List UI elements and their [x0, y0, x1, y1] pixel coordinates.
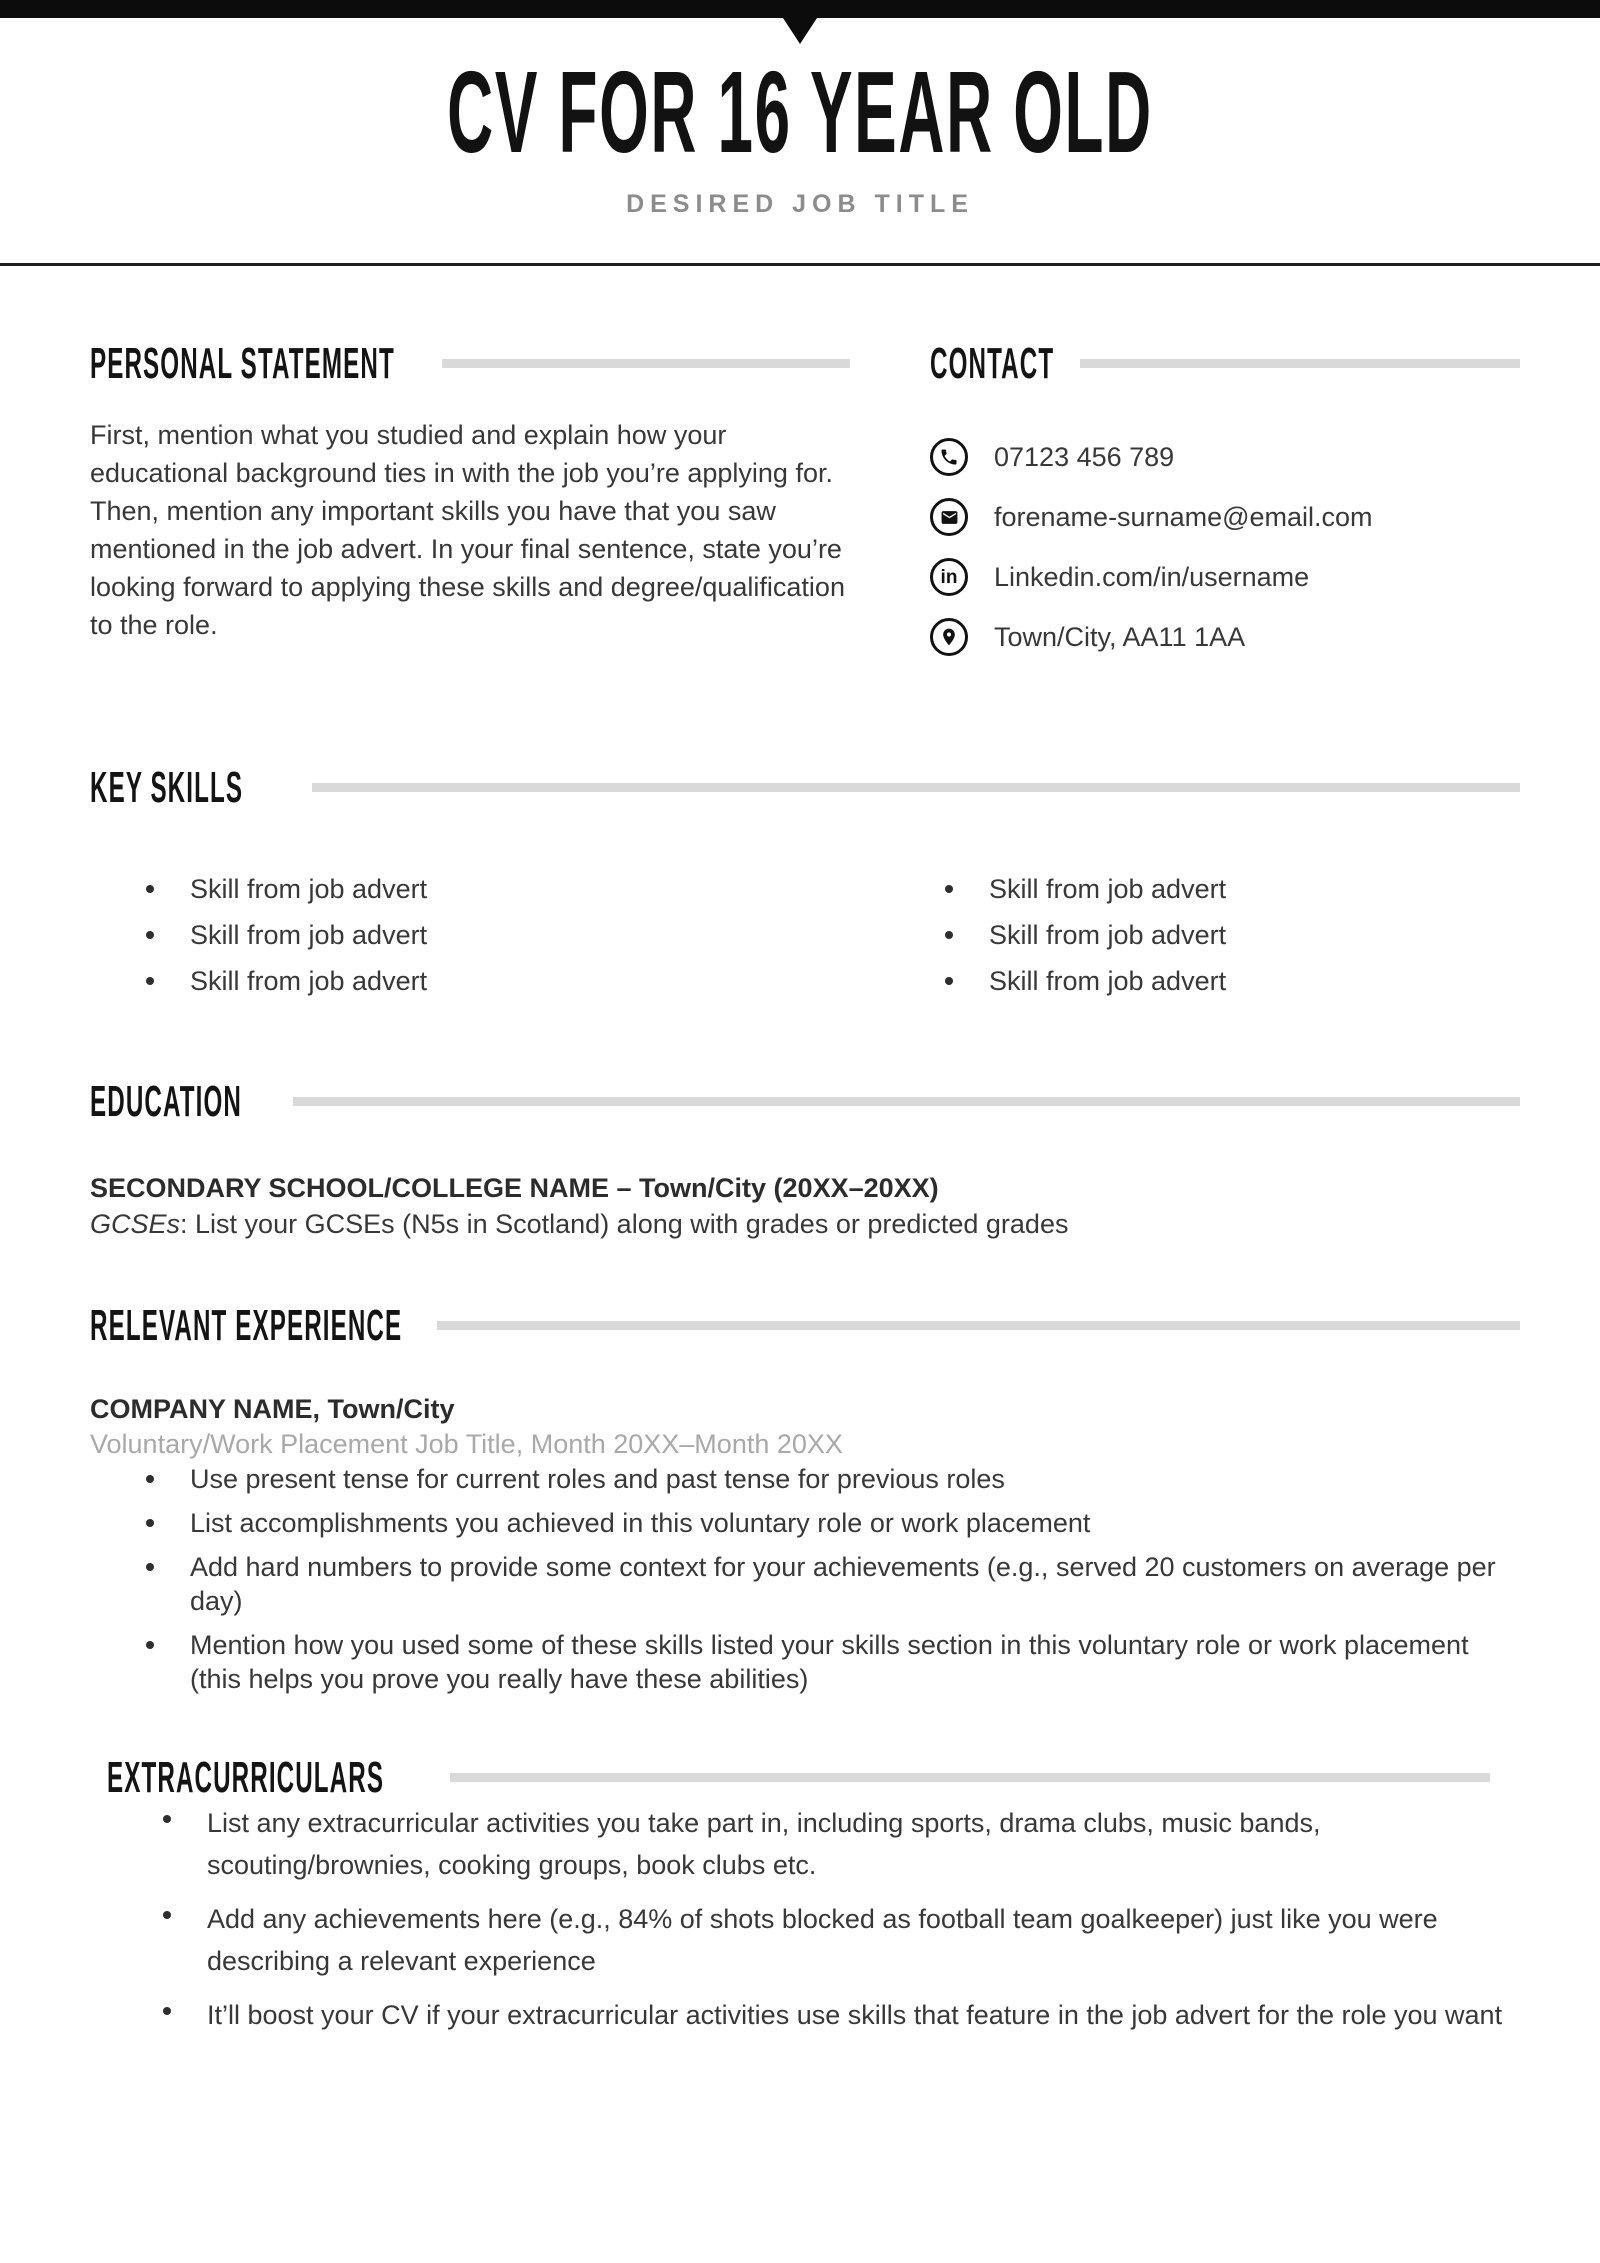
personal-statement-header — [90, 340, 850, 388]
phone-icon — [930, 438, 968, 476]
contact-phone-value: 07123 456 789 — [994, 441, 1175, 472]
header-divider — [0, 263, 1600, 266]
education-gcse-text: : List your GCSEs (N5s in Scotland) along with grades or predicted grades — [180, 1209, 1069, 1239]
contact-item-linkedin — [930, 558, 1520, 596]
experience-bullet-list — [90, 1462, 1520, 1696]
skill-item: Skill from job advert — [144, 872, 889, 906]
section-rule — [450, 1773, 1490, 1782]
skill-item: Skill from job advert — [943, 964, 1520, 998]
email-icon — [930, 498, 968, 536]
section-extracurriculars — [90, 1754, 1520, 2036]
extracurricular-bullet: Add any achievements here (e.g., 84% of shots blocked as football team goalkeeper) just like you were describing a relevant experience — [161, 1898, 1520, 1982]
experience-company-line: COMPANY NAME, Town/City — [90, 1394, 455, 1424]
contact-heading: CONTACT — [930, 339, 1055, 388]
section-contact — [930, 340, 1520, 678]
experience-bullet: Mention how you used some of these skills listed your skills section in this voluntary role or work placement (this helps you prove you really have these abilities) — [144, 1628, 1520, 1696]
section-personal-statement — [90, 340, 850, 678]
section-rule — [437, 1321, 1520, 1330]
section-rule — [442, 359, 850, 368]
section-rule — [312, 783, 1520, 792]
extracurricular-bullet: List any extracurricular activities you take part in, including sports, drama clubs, music bands, scouting/brownies, cooking groups, book clubs etc. — [161, 1802, 1520, 1886]
contact-item-phone — [930, 438, 1520, 476]
contact-linkedin-value: Linkedin.com/in/username — [994, 561, 1310, 592]
key-skills-header — [90, 764, 1520, 812]
key-skills-heading: KEY SKILLS — [90, 763, 244, 812]
education-heading: EDUCATION — [90, 1077, 242, 1126]
extracurricular-bullet: It’ll boost your CV if your extracurricular activities use skills that feature in the job advert for the role you want — [161, 1994, 1520, 2036]
relevant-experience-heading: RELEVANT EXPERIENCE — [90, 1301, 403, 1350]
top-black-bar — [0, 0, 1600, 18]
page-title: CV FOR 16 YEAR OLD — [447, 47, 1153, 177]
experience-bullet: Add hard numbers to provide some context for your achievements (e.g., served 20 customers on average per day) — [144, 1550, 1520, 1618]
notch-triangle-icon — [783, 18, 817, 44]
skill-item: Skill from job advert — [144, 918, 889, 952]
experience-bullet: Use present tense for current roles and past tense for previous roles — [144, 1462, 1520, 1496]
section-relevant-experience — [90, 1302, 1520, 1696]
section-rule — [293, 1097, 1520, 1106]
key-skills-column-2 — [889, 872, 1520, 1010]
document-header — [0, 47, 1600, 219]
linkedin-icon: in — [930, 558, 968, 596]
extracurriculars-heading: EXTRACURRICULARS — [107, 1753, 385, 1802]
education-header — [90, 1078, 1520, 1126]
experience-role-line: Voluntary/Work Placement Job Title, Month 20XX–Month 20XX — [90, 1429, 843, 1459]
skill-item: Skill from job advert — [144, 964, 889, 998]
extracurriculars-bullet-list — [107, 1802, 1520, 2036]
top-row — [90, 340, 1520, 678]
personal-statement-body: First, mention what you studied and explain how your educational background ties in with the job you’re applying for. Then, mention any important skills you have that you saw mentioned in the job advert. In your final sentence, state you’re looking forward to applying these skills and degree/qualification to the role. — [90, 420, 845, 640]
personal-statement-heading: PERSONAL STATEMENT — [90, 339, 395, 388]
desired-job-title: DESIRED JOB TITLE — [626, 190, 974, 218]
experience-bullet: List accomplishments you achieved in this voluntary role or work placement — [144, 1506, 1520, 1540]
skill-item: Skill from job advert — [943, 872, 1520, 906]
key-skills-columns — [90, 872, 1520, 1010]
section-education — [90, 1078, 1520, 1242]
education-school-line: SECONDARY SCHOOL/COLLEGE NAME – Town/City (20XX–20XX) — [90, 1173, 939, 1203]
skill-item: Skill from job advert — [943, 918, 1520, 952]
extracurriculars-header — [107, 1754, 1520, 1802]
key-skills-column-1 — [90, 872, 889, 1010]
contact-list — [930, 438, 1520, 656]
section-key-skills — [90, 764, 1520, 1010]
contact-location-value: Town/City, AA11 1AA — [994, 621, 1246, 652]
location-icon — [930, 618, 968, 656]
relevant-experience-header — [90, 1302, 1520, 1350]
contact-header — [930, 340, 1520, 388]
contact-item-email — [930, 498, 1520, 536]
page-content — [0, 340, 1600, 2036]
section-rule — [1080, 359, 1520, 368]
education-gcse-label: GCSEs — [90, 1209, 181, 1239]
contact-item-location — [930, 618, 1520, 656]
education-detail-line — [90, 1206, 1520, 1242]
contact-email-value: forename-surname@email.com — [994, 501, 1373, 532]
